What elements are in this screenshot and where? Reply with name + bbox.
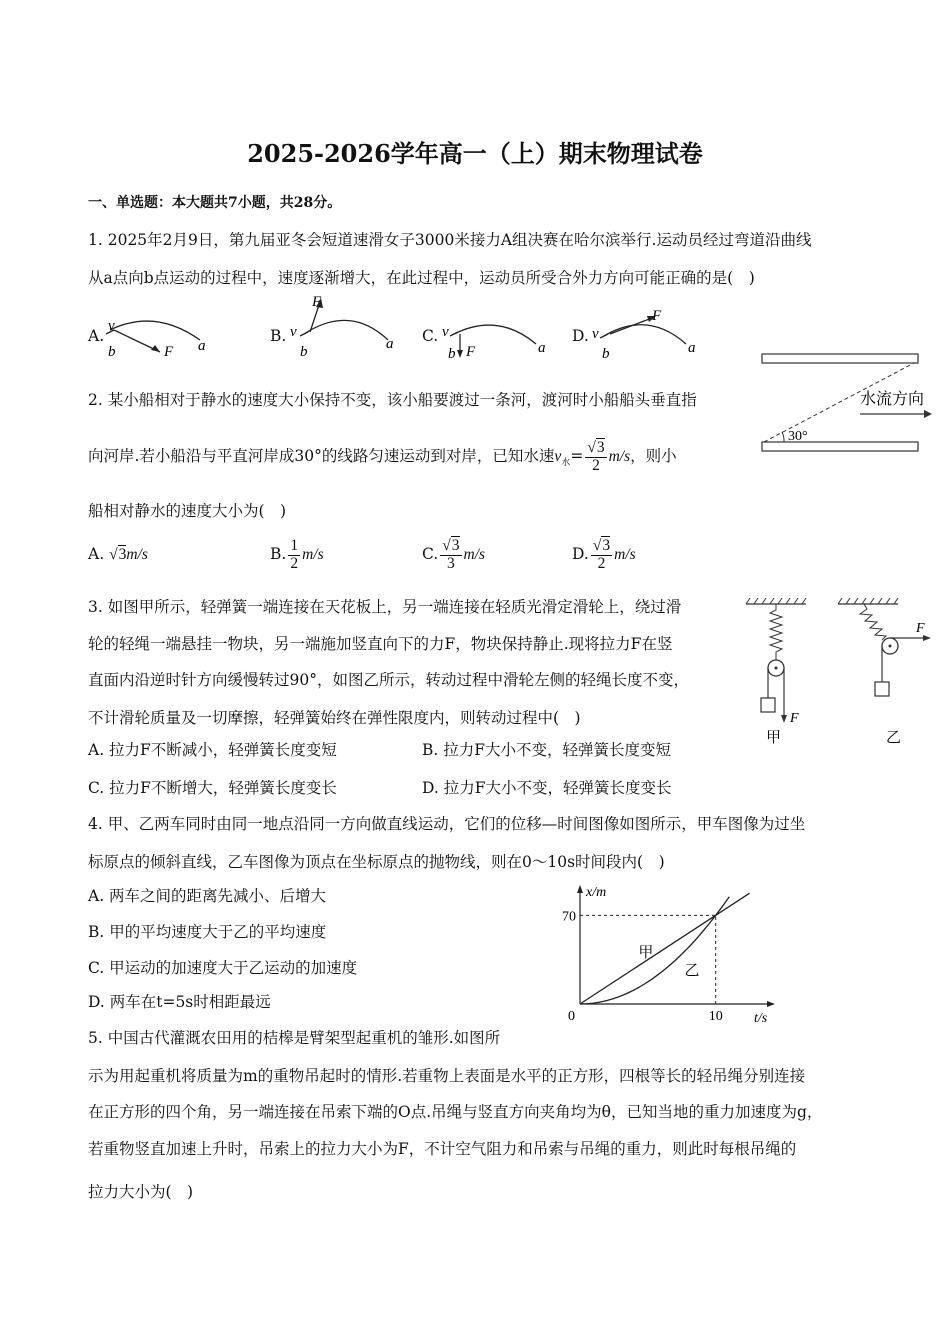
q3-line3: 直面内沿逆时针方向缓慢转过90°，如图乙所示，转动过程中滑轮左侧的轻绳长度不变， xyxy=(88,671,689,689)
q5-line2: 示为用起重机将质量为m的重物吊起时的情形.若重物上表面是水平的正方形，四根等长的轻吊绳分别连接 xyxy=(88,1067,806,1085)
q1-figure-b xyxy=(288,290,403,362)
q3-jia-f-label: F xyxy=(790,711,799,726)
q2-opt-d-label: D. xyxy=(572,545,589,563)
q3-option-b: B. 拉力F大小不变，轻弹簧长度变短 xyxy=(422,741,672,759)
q4-option-c: C. 甲运动的加速度大于乙运动的加速度 xyxy=(88,959,358,977)
q1-figure-a xyxy=(100,310,215,362)
q2-opt-c-den: 3 xyxy=(446,554,455,572)
q2-opt-c-label: C. xyxy=(422,545,439,563)
q2-water-fraction: $\frac{√3}{2}$ xyxy=(587,439,605,474)
q1a-a-label: a xyxy=(198,338,206,354)
q2-river-figure xyxy=(756,348,936,458)
q1d-f-label: F xyxy=(652,308,662,324)
q2-line2-text: 向河岸.若小船沿与平直河岸成30°的线路匀速运动到对岸，已知水速 xyxy=(88,447,555,465)
q2-v-water: v xyxy=(554,448,562,465)
q3-figure-jia xyxy=(746,598,806,746)
x-axis-arrow xyxy=(767,1001,775,1007)
q2-line2-end: ，则小 xyxy=(630,447,677,465)
q2-opt-a-label: A. xyxy=(88,545,105,563)
q2-line2 xyxy=(88,436,677,483)
q1c-f-label: F xyxy=(466,344,476,360)
q2-opt-a-value: 3 xyxy=(118,546,127,563)
q3-spring-figures xyxy=(740,596,936,756)
q1-figure-c xyxy=(440,312,555,362)
q3-option-a: A. 拉力F不断减小，轻弹簧长度变短 xyxy=(88,741,337,759)
y-axis-label: x/m xyxy=(586,885,607,900)
q1-option-d: D. xyxy=(572,327,589,345)
q5-line4: 若重物竖直加速上升时，吊索上的拉力大小为F，不计空气阻力和吊索与吊绳的重力，则此时每根吊绳的 xyxy=(88,1140,797,1158)
q1d-b-label: b xyxy=(602,346,610,362)
q3-line1: 3. 如图甲所示，轻弹簧一端连接在天花板上，另一端连接在轻质光滑定滑轮上，绕过滑 xyxy=(88,598,682,616)
q3-line2: 轮的轻绳一端悬挂一物块，另一端施加竖直向下的力F，物块保持静止.现将拉力F在竖 xyxy=(88,635,673,653)
q1c-v-label: v xyxy=(442,324,449,340)
q2-near-bank xyxy=(762,442,918,451)
q2-v-sub: 水 xyxy=(561,458,571,469)
q2-eq: = xyxy=(570,447,584,465)
q4-line2: 标原点的倾斜直线，乙车图像为顶点在坐标原点的抛物线，则在0～10s时间段内( ) xyxy=(88,853,665,871)
q2-flow-label: 水流方向 xyxy=(860,391,925,408)
q1a-f-label: F xyxy=(164,344,174,360)
q2-opt-d-num: 3 xyxy=(602,537,611,555)
q2-water-den: 2 xyxy=(592,456,600,474)
q2-option-d: D. $\frac{√3}{2}$ m/s xyxy=(572,537,636,572)
q4-option-b: B. 甲的平均速度大于乙的平均速度 xyxy=(88,923,327,941)
q2-far-bank xyxy=(762,354,918,363)
q3-figure-yi xyxy=(838,598,931,746)
y-tick-label-70: 70 xyxy=(562,909,576,925)
q1b-a-label: a xyxy=(386,336,394,352)
series-yi-label: 乙 xyxy=(684,962,700,979)
q2-option-b xyxy=(270,534,324,575)
q2-line3: 船相对静水的速度大小为( ) xyxy=(88,502,287,520)
q1b-b-label: b xyxy=(300,344,308,360)
series-jia-label: 甲 xyxy=(638,945,654,962)
q1-option-c: C. xyxy=(422,327,439,345)
q3-jia-label: 甲 xyxy=(766,730,782,746)
q5-line5: 拉力大小为( ) xyxy=(88,1183,194,1201)
x-axis-label: t/s xyxy=(754,1011,768,1026)
exam-title: 2025-2026学年高一（上）期末物理试卷 xyxy=(247,139,703,168)
q1a-v-label: v xyxy=(108,318,115,334)
q1c-b-label: b xyxy=(448,346,456,362)
x-tick-label-10: 10 xyxy=(708,1009,723,1024)
q1-option-a: A. xyxy=(88,327,105,345)
q2-opt-b-num: 1 xyxy=(290,537,299,555)
q2-option-c: C. $\frac{√3}{3}$ m/s xyxy=(422,537,486,572)
q2-opt-b-unit: m/s xyxy=(302,546,324,563)
series-jia-line xyxy=(580,893,750,1004)
q2-opt-a-unit: m/s xyxy=(126,546,148,563)
q1b-v-label: v xyxy=(290,324,297,340)
q1c-a-label: a xyxy=(538,340,546,356)
q2-opt-b-den: 2 xyxy=(290,554,299,572)
section-heading: 一、单选题：本大题共7小题，共28分。 xyxy=(88,195,342,211)
q3-yi-f-label: F xyxy=(916,621,925,636)
q1a-b-label: b xyxy=(108,344,116,360)
q1d-a-label: a xyxy=(688,340,696,356)
q1b-f-label: F xyxy=(312,294,322,310)
q2-opt-d-den: 2 xyxy=(597,554,606,572)
q1-line2: 从a点向b点运动的过程中，速度逐渐增大，在此过程中，运动员所受合外力方向可能正确的是( ) xyxy=(88,269,755,287)
q5-line1: 5. 中国古代灌溉农田用的桔槔是臂架型起重机的雏形.如图所 xyxy=(88,1029,501,1047)
q1-option-b: B. xyxy=(270,327,287,345)
q1-figure-d xyxy=(590,304,705,362)
q2-opt-c-num: 3 xyxy=(451,537,460,555)
origin-tick-label: 0 xyxy=(568,1009,575,1024)
q1-line1: 1. 2025年2月9日，第九届亚冬会短道速滑女子3000米接力A组决赛在哈尔滨举行.运动员经过弯道沿曲线 xyxy=(88,231,812,249)
y-axis-arrow xyxy=(577,885,583,893)
series-yi-curve xyxy=(580,897,729,1004)
q5-line3: 在正方形的四个角，另一端连接在吊索下端的O点.吊绳与竖直方向夹角均为θ，已知当地的重力加速度为g， xyxy=(88,1103,823,1121)
q4-option-a: A. 两车之间的距离先减小、后增大 xyxy=(88,887,327,905)
q2-opt-d-unit: m/s xyxy=(614,546,636,563)
q3-line4: 不计滑轮质量及一切摩擦，轻弹簧始终在弹性限度内，则转动过程中( ) xyxy=(88,709,581,727)
q4-option-d: D. 两车在t=5s时相距最远 xyxy=(88,993,271,1011)
q2-opt-c-unit: m/s xyxy=(463,546,486,563)
q3-option-c: C. 拉力F不断增大，轻弹簧长度变长 xyxy=(88,779,337,797)
q4-xt-chart xyxy=(548,878,788,1028)
q4-line1: 4. 甲、乙两车同时由同一地点沿同一方向做直线运动，它们的位移—时间图像如图所示，甲车图像为过坐 xyxy=(88,815,806,833)
q3-yi-label: 乙 xyxy=(886,730,902,746)
q3-option-d: D. 拉力F大小不变，轻弹簧长度变长 xyxy=(422,779,672,797)
q2-unit: m/s xyxy=(608,448,631,465)
q2-option-a: A. √3m/s xyxy=(88,545,148,563)
q2-angle-label: 30° xyxy=(788,429,808,444)
q2-opt-b-label: B. xyxy=(270,545,287,563)
q2-water-num: 3 xyxy=(596,439,605,457)
q2-line1: 2. 某小船相对于静水的速度大小保持不变，该小船要渡过一条河，渡河时小船船头垂直指 xyxy=(88,391,697,409)
q1d-v-label: v xyxy=(592,326,599,342)
